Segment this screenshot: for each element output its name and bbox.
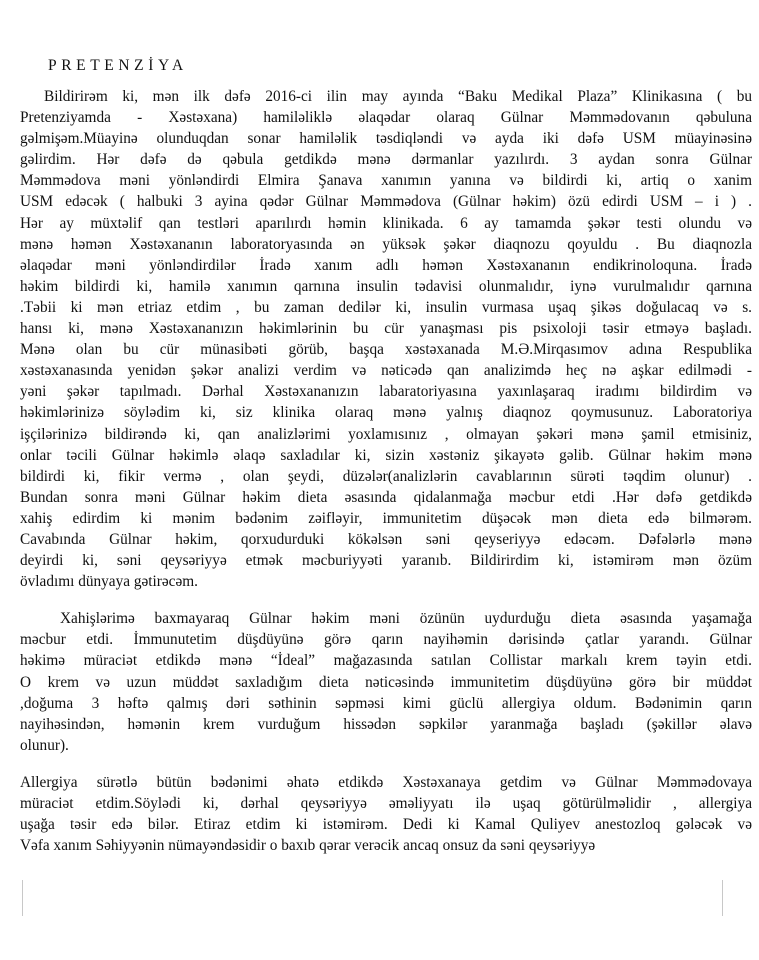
document-title: PRETENZİYA [48, 57, 188, 74]
text-line: Vəfa xanım Səhiyyənin nümayəndəsidir o baxıb qərar verəcik ancaq onsuz da səni qeysəriyyə [20, 837, 596, 855]
text-line: yəni şəkər tapılmadı. Dərhal Xəstəxananızın labaratoriyasına yaxınlaşaraq iradımı bildirdim və [20, 383, 752, 401]
text-line: müraciət etdim.Söylədi ki, dərhal qeysəriyyə əməliyyatı ilə uşaq götürülməlidir , allergiya [20, 795, 752, 812]
crop-mark-left [22, 880, 23, 916]
text-line: əlaqədar məni yönləndirdilər İradə xanım adlı həmən Xəstəxananın endikrinoloquna. İradə [20, 256, 752, 274]
text-line: hansı ki, mənə Xəstəxananızın həkimlərinin bu cür yanaşması pis psixoloji təsir etməyə başladı. [20, 320, 752, 338]
text-line: Bundan sonra məni Gülnar həkim dieta əsasında qidalanmağa məcbur etdi .Hər dəfə getdikdə [20, 488, 752, 506]
text-line: mənə həmən Xəstəxananın laboratoryasında ən yüksək şəkər diaqnozu qoyuldu . Bu diaqnozla [20, 235, 752, 253]
text-line: bildirdi ki, fikir vermə , olan şeydi, düzələr(analizlərin cavablarının sürəti təqdim olunur) . [20, 467, 752, 485]
text-line: Mənə olan bu cür münasibəti görüb, başqa xəstəxanada M.Ə.Mirqasımov adına Respublika [20, 341, 752, 359]
text-line: xahiş edirdim ki mənim bədənim zəifləyir, immunitetim düşəcək mən dieta edə bilmərəm. [20, 509, 752, 527]
text-line: işçilərinizə bildirəndə ki, qan analizlərimi yoxlamısınız , olmayan şəkəri mənə şamil etmisiniz, [20, 425, 752, 443]
text-line: Cavabında Gülnar həkim, qorxudurduki kökəlsən səni qeyseriyyə edəcəm. Dəfələrlə mənə [20, 530, 752, 548]
document-body [20, 86, 752, 856]
text-line: Bildirirəm ki, mən ilk dəfə 2016-ci ilin may ayında “Baku Medikal Plaza” Klinikasına ( bu [44, 88, 752, 105]
text-line: həkim bildirdi ki, hamilə xanımın qarnına insulin tədavisi olunmalıdır, iynə vurulmalıdır qarnına [20, 277, 752, 295]
text-line: USM edəcək ( halbuki 3 ayina qədər Gülnar Məmmədova (Gülnar həkim) özü edirdi USM – i ) . [20, 193, 752, 211]
text-line: övladımı dünyaya gətirəcəm. [20, 573, 198, 591]
text-line: ,doğuma 3 həftə qalmış dəri səthinin səpməsi kimi güclü allergiya oldum. Bədənimin qarın [20, 694, 752, 712]
text-line: nayihəsindən, həmənin krem vurduğum hissədən səpkilər yaranmağa başladı (şəkillər əlavə [20, 715, 752, 733]
text-line: həkimə müraciət etdikdə mənə “İdeal” mağazasında satılan Collistar markalı krem təyin etdi. [20, 652, 752, 670]
text-line: Allergiya sürətlə bütün bədənimi əhatə etdikdə Xəstəxanaya getdim və Gülnar Məmmədovaya [20, 773, 752, 791]
text-line: məcbur etdi. İmmunutetim düşdüyünə görə qarın nayihəmin dərisində çatlar yarandı. Gülnar [20, 631, 752, 649]
paragraph-1 [20, 86, 752, 592]
text-line: onlar təcili Gülnar həkimlə əlaqə saxladılar ki, sizin xəstəniz şikayətə gəlib. Gülnar həkim mənə [20, 446, 752, 464]
text-line: Məmmədova məni yönləndirdi Elmira Şanava xanımın yanına və bildirdi ki, artiq o xanim [20, 172, 752, 190]
paragraph-2 [20, 608, 752, 756]
text-line: olunur). [20, 736, 69, 754]
text-line: Hər ay müxtəlif qan testləri aparılırdı həmin klinikada. 6 ay tamamda şəkər testi olundu və [20, 214, 752, 232]
text-line: gəlmişəm.Müayinə olunduqdan sonar hamiləlik təsdiqləndi və ayda iki dəfə USM müayinəsinə [20, 130, 752, 148]
text-line: Pretenziyamda - Xəstəxana) hamiləliklə əlaqədar olaraq Gülnar Məmmədovanın qəbuluna [20, 109, 752, 127]
text-line: xəstəxanasında yenidən şəkər analizi verdim və nəticədə qan analizimdə heç nə aşkar edilmədi - [20, 362, 752, 380]
text-line: Xahişlərimə baxmayaraq Gülnar həkim məni özünün uydurduğu dieta əsasında yaşamağa [60, 610, 752, 628]
crop-mark-right [722, 880, 723, 916]
paragraph-3 [20, 772, 752, 856]
text-line: .Təbii ki mən etriaz etdim , bu zaman dedilər ki, insulin vurmasa uşaq şikəs doğulacaq və s. [20, 298, 752, 316]
text-line: deyirdi ki, səni qeysəriyyə etmək məcburiyyəti yaranıb. Bildirirdim ki, istəmirəm mən özüm [20, 552, 752, 570]
text-line: həkimlərinizə söylədim ki, siz klinika olaraq mənə yalnış diaqnoz qoymusunuz. Laboratoriya [20, 404, 752, 422]
text-line: uşağa təsir edə bilər. Etiraz etdim ki istəmirəm. Dedi ki Kamal Quliyev anestozloq gələcək və [20, 816, 752, 834]
text-line: O krem və uzun müddət saxladığım dieta nəticəsində immunitetim düşdüyünə görə bir müddət [20, 673, 752, 691]
text-line: gəlirdim. Hər dəfə də qəbula getdikdə mənə dərmanlar yazılırdı. 3 aydan sonra Gülnar [20, 151, 752, 169]
